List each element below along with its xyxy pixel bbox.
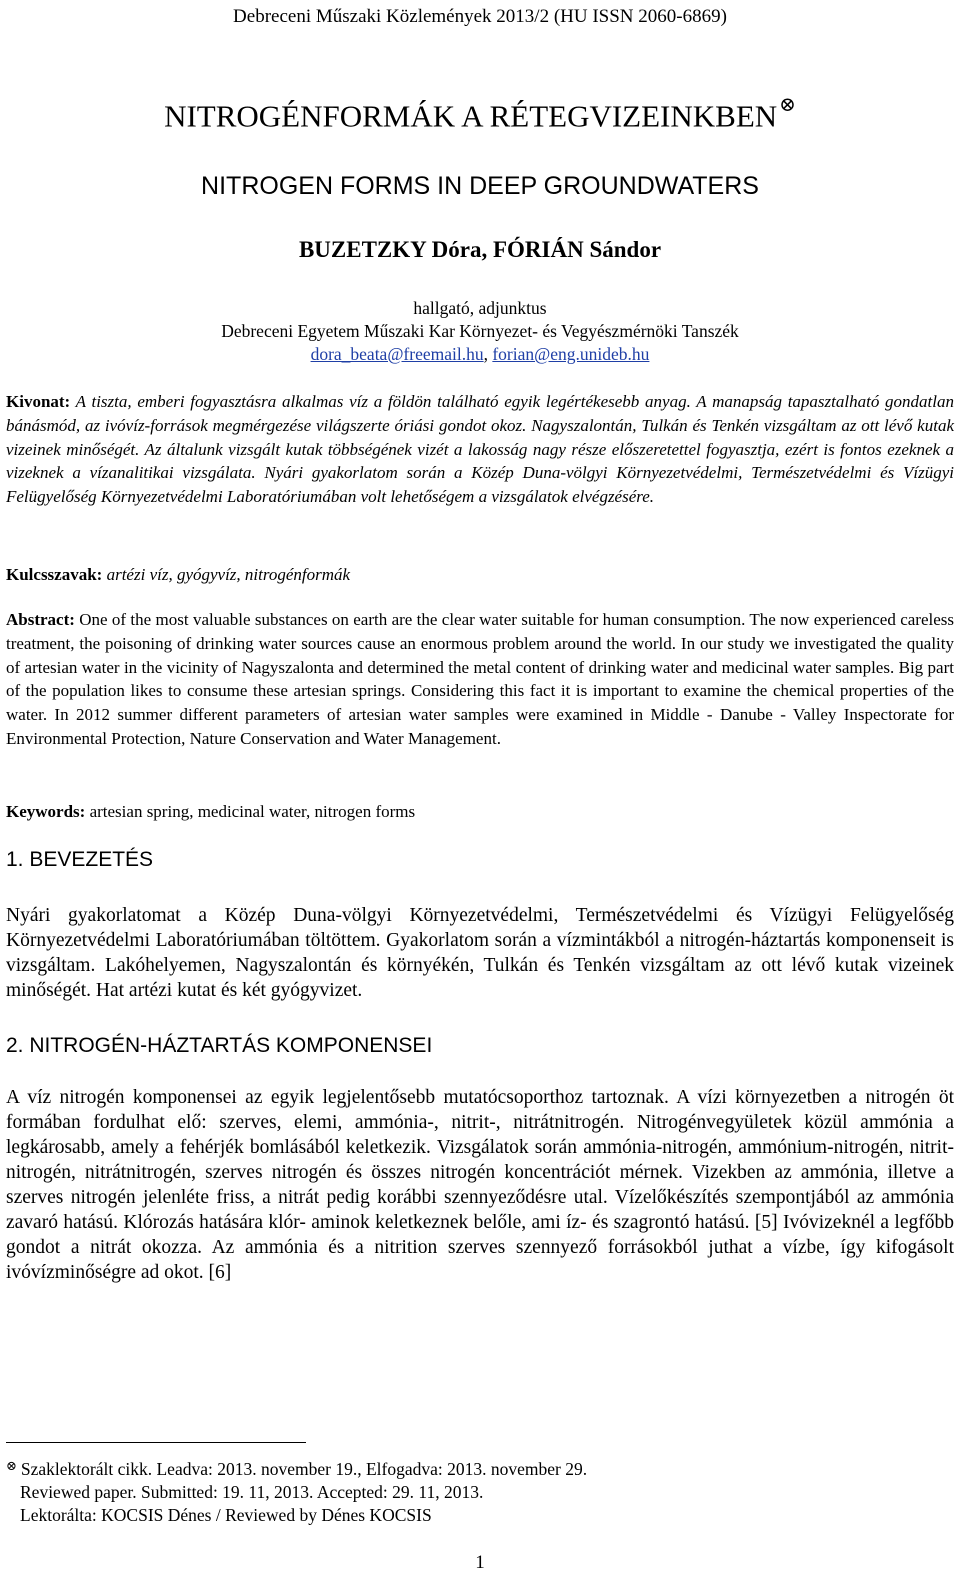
page-number: 1: [475, 1552, 485, 1573]
abstract-paragraph: [6, 608, 954, 751]
footnote-marker-icon: ⊗: [779, 94, 796, 116]
journal-header: Debreceni Műszaki Közlemények 2013/2 (HU ISSN 2060-6869): [233, 6, 727, 27]
email-link-2[interactable]: forian@eng.unideb.hu: [492, 344, 650, 364]
kivonat-paragraph: [6, 390, 954, 509]
kulcsszavak-paragraph: [6, 563, 954, 587]
keywords-text: artesian spring, medicinal water, nitrogen forms: [89, 802, 416, 821]
footnote-divider: [6, 1442, 306, 1443]
keywords-label: Keywords:: [6, 802, 86, 821]
kulcsszavak-label: Kulcsszavak:: [6, 565, 103, 584]
email-separator: ,: [483, 344, 493, 364]
footnote-line-1: [6, 1458, 946, 1482]
abstract-label: Abstract:: [6, 610, 75, 629]
email-line: [0, 343, 960, 365]
kivonat-text: A tiszta, emberi fogyasztásra alkalmas víz a földön található egyik legértékesebb anyag. A manapság tapasztalható gondatlan bánásmód, az ivóvíz-források megmérgezése világszerte óriási gondot okoz. Nagyszalontán, Tulkán és Tenkén vizsgáltam az ott lévő kutak vizeinek minőségét. Az általunk vizsgált kutak többségének vizét a lakosság nagy része előszeretettel fogyasztja, ezért is fontos ezeknek a vizeknek a vízanalitikai vizsgálata. Nyári gyakorlatom során a Közép Duna-völgyi Környezetvédelmi, Természetvédelmi és Vízügyi Felügyelőség Környezetvédelmi Laboratóriumában volt lehetőségem a vizsgálatok elvégzésére.: [6, 392, 954, 507]
paper-title-english: NITROGEN FORMS IN DEEP GROUNDWATERS: [201, 172, 759, 200]
institution: Debreceni Egyetem Műszaki Kar Környezet- és Vegyészmérnöki Tanszék: [221, 321, 739, 341]
email-link-1[interactable]: dora_beata@freemail.hu: [310, 344, 484, 364]
footnote-line-2: Reviewed paper. Submitted: 19. 11, 2013. Accepted: 29. 11, 2013.: [20, 1482, 484, 1502]
section-title-bevezetes: 1. BEVEZETÉS: [6, 848, 154, 871]
footnote-line-3: Lektorálta: KOCSIS Dénes / Reviewed by Dénes KOCSIS: [20, 1505, 432, 1525]
section-body-nitrogen: A víz nitrogén komponensei az egyik legjelentősebb mutatócsoporthoz tartoznak. A vízi környezetben a nitrogén öt formában fordulhat elő: szerves, elemi, ammónia-, nitrit-, nitrátnitrogén. Nitrogénvegyületek közül ammónia a legkárosabb, amely a fehérjék bomlásából keletkezik. Vizsgálatok során ammónia-nitrogén, ammónium-nitrogén, nitrit-nitrogén, nitrátnitrogén, szerves nitrogén és összes nitrogén koncentrációt mérnek. Vizekben az ammónia, illetve a szerves nitrogén jelenléte friss, a nitrát pedig korábbi szennyeződésre utal. Vízelőkészítés szempontjából az ammónia zavaró hatású. Klórozás hatására klór- aminok keletkeznek belőle, ami íz- és szagrontó hatású. [5] Ivóvizeknél a legfőbb gondot a nitrát okozza. Az ammónia és a nitrition szerves szennyező forrásokból juthat a vízbe, így kifogásolt ivóvízminőségre ad okot. [6]: [6, 1087, 954, 1283]
footnote-marker-icon: ⊗: [6, 1458, 17, 1473]
kivonat-label: Kivonat:: [6, 392, 71, 411]
title-hungarian: NITROGÉNFORMÁK A RÉTEGVIZEINKBEN: [164, 98, 778, 134]
section-title-nitrogen: 2. NITROGÉN-HÁZTARTÁS KOMPONENSEI: [6, 1034, 433, 1057]
kulcsszavak-text: artézi víz, gyógyvíz, nitrogénformák: [106, 565, 351, 584]
abstract-text: One of the most valuable substances on earth are the clear water suitable for human consumption. The now experienced careless treatment, the poisoning of drinking water sources cause an enormous problem around the world. In our study we investigated the quality of artesian water in the vicinity of Nagyszalonta and determined the metal content of drinking water and medicinal water samples. Big part of the population likes to consume these artesian springs. Considering this fact it is important to examine the chemical properties of the water. In 2012 summer different parameters of artesian water samples were examined in Middle - Danube - Valley Inspectorate for Environmental Protection, Nature Conservation and Water Management.: [6, 610, 954, 748]
footnote-text-1: Szaklektorált cikk. Leadva: 2013. november 19., Elfogadva: 2013. november 29.: [20, 1459, 588, 1479]
keywords-paragraph: [6, 800, 954, 824]
section-body-bevezetes: Nyári gyakorlatomat a Közép Duna-völgyi Környezetvédelmi, Természetvédelmi és Vízügyi Felügyelőség Környezetvédelmi Laboratóriumában töltöttem. Gyakorlatom során a vízmintákból a nitrogén-háztartás komponenseit is vizsgáltam. Lakóhelyemen, Nagyszalontán és környékén, Tulkán és Tenkén vizsgáltam az ott lévő kutak vizeinek minőségét. Hat artézi kutat és két gyógyvizet.: [6, 905, 954, 1001]
paper-title: [0, 96, 960, 134]
authors: BUZETZKY Dóra, FÓRIÁN Sándor: [298, 237, 662, 262]
author-roles: hallgató, adjunktus: [413, 298, 547, 318]
